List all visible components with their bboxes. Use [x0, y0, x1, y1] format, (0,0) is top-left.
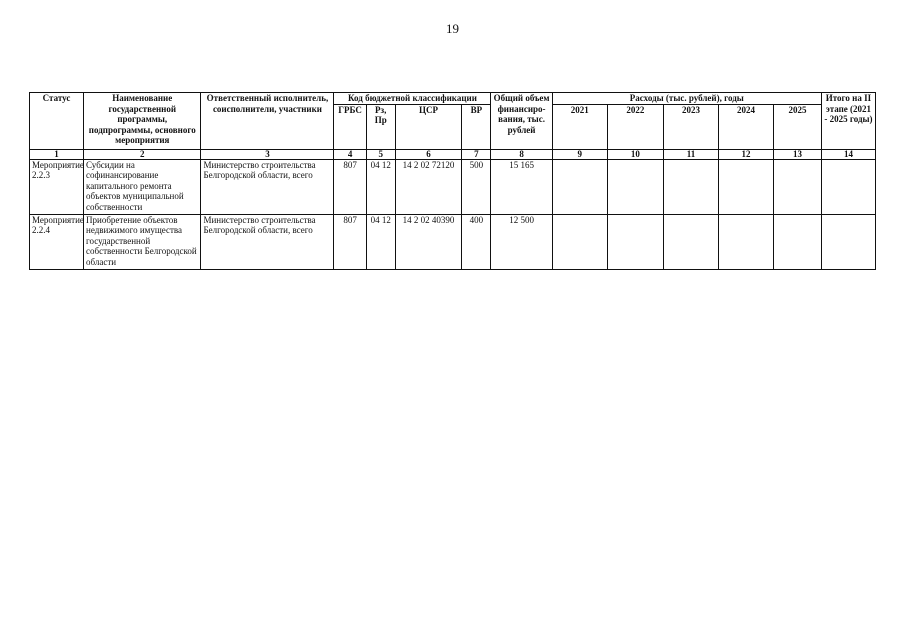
row-rz-pr: 04 12	[366, 214, 395, 269]
row-year-2021	[552, 214, 607, 269]
header-status: Статус	[30, 93, 84, 150]
header-year-2021: 2021	[552, 104, 607, 149]
header-vr: ВР	[462, 104, 491, 149]
row-year-2024	[718, 214, 773, 269]
column-number: 5	[366, 149, 395, 159]
column-number: 8	[491, 149, 552, 159]
header-budget-code: Код бюджетной классификации	[334, 93, 491, 105]
page-number: 19	[446, 21, 459, 36]
column-number: 1	[30, 149, 84, 159]
row-total: 15 165	[491, 159, 552, 214]
row-csr: 14 2 02 40390	[395, 214, 462, 269]
column-number-row	[30, 149, 876, 159]
column-number: 3	[201, 149, 334, 159]
row-executor: Министерство строительства Белгородской области, всего	[201, 214, 334, 269]
column-number: 2	[84, 149, 201, 159]
row-csr: 14 2 02 72120	[395, 159, 462, 214]
table-row	[30, 159, 876, 214]
table-row	[30, 214, 876, 269]
column-number: 13	[774, 149, 822, 159]
header-name: Наименование государственной программы, подпрограммы, основного мероприятия	[84, 93, 201, 150]
row-name: Приобретение объектов недвижимого имущества государственной собственности Белгородской области	[84, 214, 201, 269]
row-rz-pr: 04 12	[366, 159, 395, 214]
row-stage-total	[821, 159, 875, 214]
column-number: 14	[821, 149, 875, 159]
row-year-2025	[774, 159, 822, 214]
header-stage-total: Итого на II этапе (2021 - 2025 годы)	[821, 93, 875, 150]
budget-table	[29, 92, 876, 270]
row-year-2021	[552, 159, 607, 214]
header-year-2022: 2022	[607, 104, 663, 149]
header-year-2025: 2025	[774, 104, 822, 149]
column-number: 11	[663, 149, 718, 159]
row-status: Мероприятие 2.2.4	[30, 214, 84, 269]
row-status: Мероприятие 2.2.3	[30, 159, 84, 214]
row-year-2022	[607, 214, 663, 269]
header-year-2024: 2024	[718, 104, 773, 149]
row-vr: 500	[462, 159, 491, 214]
row-year-2022	[607, 159, 663, 214]
column-number: 9	[552, 149, 607, 159]
row-year-2023	[663, 159, 718, 214]
header-expenses: Расходы (тыс. рублей), годы	[552, 93, 821, 105]
header-year-2023: 2023	[663, 104, 718, 149]
header-rz-pr: Рз, Пр	[366, 104, 395, 149]
row-year-2025	[774, 214, 822, 269]
header-total-volume: Общий объем финансиро-вания, тыс. рублей	[491, 93, 552, 150]
row-year-2023	[663, 214, 718, 269]
header-executor: Ответственный исполнитель, соисполнители, участники	[201, 93, 334, 150]
column-number: 10	[607, 149, 663, 159]
row-stage-total	[821, 214, 875, 269]
row-year-2024	[718, 159, 773, 214]
column-number: 4	[334, 149, 366, 159]
header-grbs: ГРБС	[334, 104, 366, 149]
row-total: 12 500	[491, 214, 552, 269]
column-number: 12	[718, 149, 773, 159]
header-csr: ЦСР	[395, 104, 462, 149]
row-executor: Министерство строительства Белгородской области, всего	[201, 159, 334, 214]
column-number: 7	[462, 149, 491, 159]
column-number: 6	[395, 149, 462, 159]
row-grbs: 807	[334, 159, 366, 214]
row-name: Субсидии на софинансирование капитального ремонта объектов муниципальной собственности	[84, 159, 201, 214]
row-grbs: 807	[334, 214, 366, 269]
row-vr: 400	[462, 214, 491, 269]
